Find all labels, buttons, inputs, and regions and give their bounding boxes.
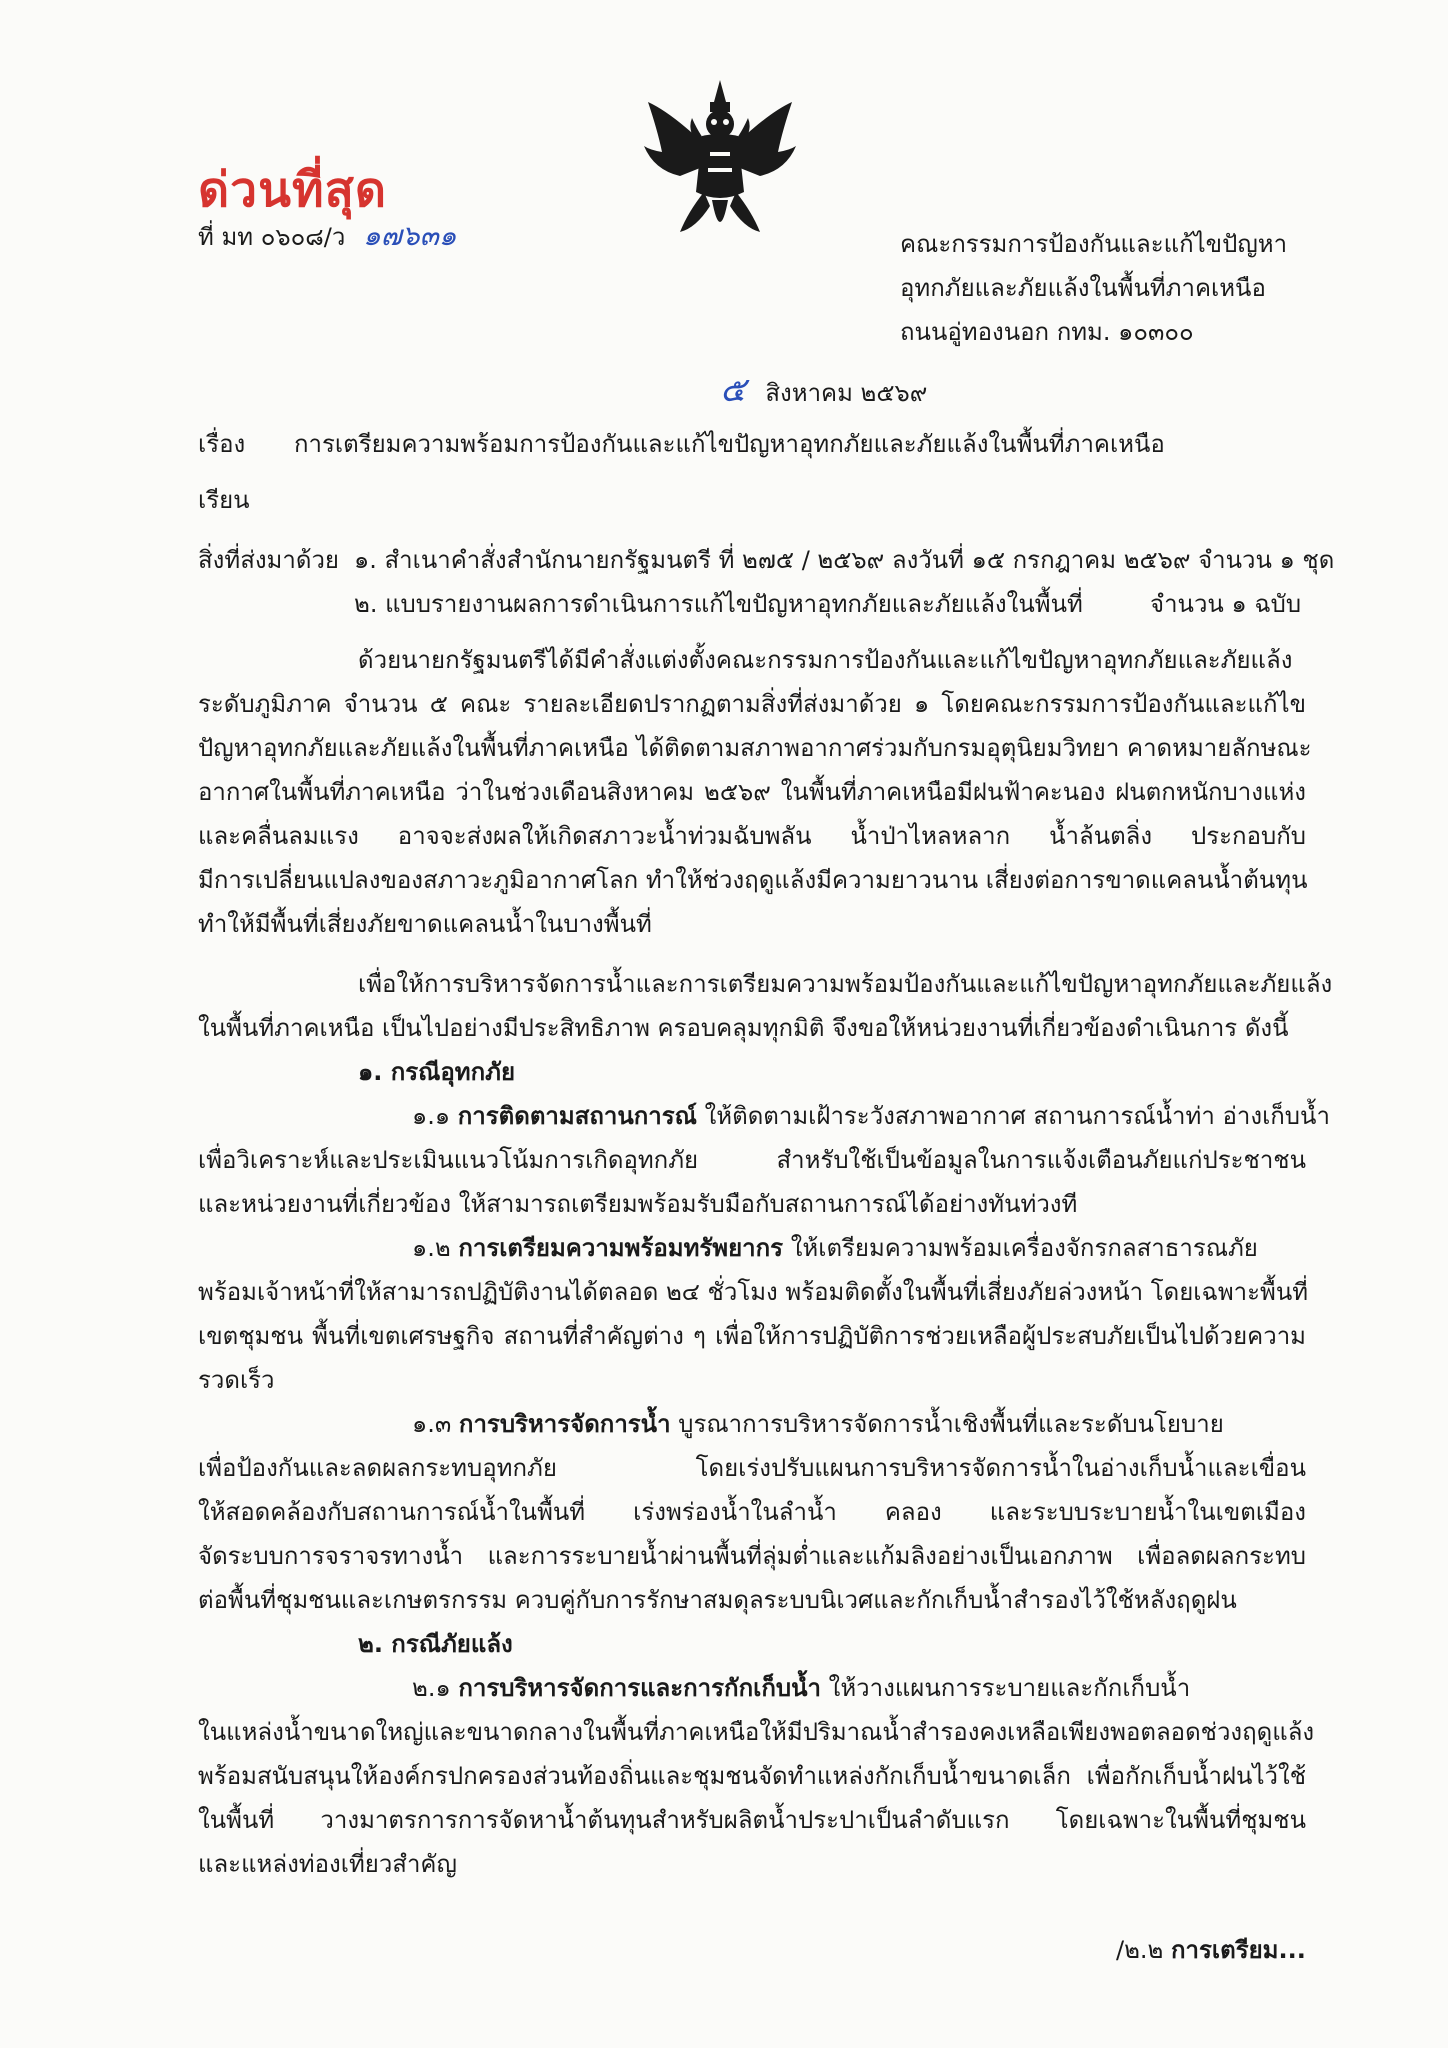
subsection-text: ให้เตรียมความพร้อมเครื่องจักรกลสาธารณภัย [790,1234,1258,1262]
paragraph-line: ต่อพื้นที่ชุมชนและเกษตรกรรม ควบคู่กับการรักษาสมดุลระบบนิเวศและกักเก็บน้ำสำรองไว้ใช้หลังฤดูฝน [198,1586,1237,1614]
sender-line: อุทกภัยและภัยแล้งในพื้นที่ภาคเหนือ [900,274,1266,302]
subsection-text: ให้ติดตามเฝ้าระวังสภาพอากาศ สถานการณ์น้ำท่า อ่างเก็บน้ำ [704,1102,1330,1130]
paragraph-line: ทำให้มีพื้นที่เสี่ยงภัยขาดแคลนน้ำในบางพื้นที่ [198,910,652,938]
enclosure-item-2-qty: จำนวน ๑ ฉบับ [1150,590,1302,618]
subsection-1-2 [198,1226,1309,1402]
section-heading-flood: ๑. กรณีอุทกภัย [358,1058,516,1086]
paragraph-line: ในแหล่งน้ำขนาดใหญ่และขนาดกลางในพื้นที่ภาคเหนือให้มีปริมาณน้ำสำรองคงเหลือเพียงพอตลอดช่วงฤดูแล้ง [198,1718,1315,1746]
paragraph-line: รวดเร็ว [198,1366,275,1394]
paragraph-line: เพื่อป้องกันและลดผลกระทบอุทกภัย โดยเร่งปรับแผนการบริหารจัดการน้ำในอ่างเก็บน้ำและเขื่อน [198,1454,1306,1482]
subject-row [198,422,1165,466]
paragraph-line: มีการเปลี่ยนแปลงของสภาวะภูมิอากาศโลก ทำให้ช่วงฤดูแล้งมีความยาวนาน เสี่ยงต่อการขาดแคลนน้ำต้นทุน [198,866,1308,894]
enclosure-item-2 [354,582,1083,626]
reference-prefix: ที่ มท ๐๖๐๘/ว [198,223,346,251]
subsection-first-line [198,1226,1306,1270]
subsection-title: การบริหารจัดการและการกักเก็บน้ำ [458,1674,821,1702]
paragraph-line: ระดับภูมิภาค จำนวน ๕ คณะ รายละเอียดปรากฏตามสิ่งที่ส่งมาด้วย ๑ โดยคณะกรรมการป้องกันและแก้ไข [198,690,1306,718]
reference-handwritten: ๑๗๖๓๑ [362,219,457,252]
subsection-1-1 [198,1094,1330,1226]
paragraph-line: และแหล่งท่องเที่ยวสำคัญ [198,1850,457,1878]
paragraph-line: ให้สอดคล้องกับสถานการณ์น้ำในพื้นที่ เร่งพร่องน้ำในลำน้ำ คลอง และระบบระบายน้ำในเขตเมือง [198,1498,1306,1526]
subsection-2-1 [198,1666,1315,1886]
subsection-number: ๒.๑ [412,1674,451,1702]
reference-number [198,214,456,259]
enclosures-label: สิ่งที่ส่งมาด้วย [198,546,339,574]
subsection-number: ๑.๒ [412,1234,451,1262]
body-paragraph-2 [198,962,1333,1050]
enclosure-text: ๑. สำเนาคำสั่งสำนักนายกรัฐมนตรี ที่ ๒๗๕ / ๒๕๖๙ ลงวันที่ ๑๕ กรกฎาคม ๒๕๖๙ จำนวน ๑ ชุด [354,546,1335,574]
subsection-number: ๑.๓ [412,1410,452,1438]
subsection-first-line [198,1402,1306,1446]
paragraph-line: และหน่วยงานที่เกี่ยวข้อง ให้สามารถเตรียมพร้อมรับมือกับสถานการณ์ได้อย่างทันท่วงที [198,1190,1078,1218]
subsection-text: ให้วางแผนการระบายและกักเก็บน้ำ [828,1674,1191,1702]
paragraph-line: จัดระบบการจราจรทางน้ำ และการระบายน้ำผ่านพื้นที่ลุ่มต่ำและแก้มลิงอย่างเป็นเอกภาพ เพื่อลดผลกระทบ [198,1542,1306,1570]
date-month-year: สิงหาคม ๒๕๖๙ [765,379,928,407]
paragraph-line: เพื่อวิเคราะห์และประเมินแนวโน้มการเกิดอุทกภัย สำหรับใช้เป็นข้อมูลในการแจ้งเตือนภัยแก่ประชาชน [198,1146,1306,1174]
paragraph-line: พร้อมสนับสนุนให้องค์กรปกครองส่วนท้องถิ่นและชุมชนจัดทำแหล่งกักเก็บน้ำขนาดเล็ก เพื่อกักเก็บน้ำฝนไว้ใช้ [198,1762,1306,1790]
subsection-1-3 [198,1402,1306,1622]
paragraph-line: อากาศในพื้นที่ภาคเหนือ ว่าในช่วงเดือนสิงหาคม ๒๕๖๙ ในพื้นที่ภาคเหนือมีฝนฟ้าคะนอง ฝนตกหนักบางแห่ง [198,778,1306,806]
subject-text: การเตรียมความพร้อมการป้องกันและแก้ไขปัญหาอุทกภัยและภัยแล้งในพื้นที่ภาคเหนือ [294,430,1165,458]
paragraph-line: ปัญหาอุทกภัยและภัยแล้งในพื้นที่ภาคเหนือ ได้ติดตามสภาพอากาศร่วมกับกรมอุตุนิยมวิทยา คาดหมายลักษณะ [198,734,1312,762]
salutation-label: เรียน [198,486,250,514]
subsection-title: การเตรียมความพร้อมทรัพยากร [458,1234,784,1262]
paragraph-line: ในพื้นที่ วางมาตรการการจัดหาน้ำต้นทุนสำหรับผลิตน้ำประปาเป็นลำดับแรก โดยเฉพาะในพื้นที่ชุมชน [198,1806,1306,1834]
enclosure-text: ๒. แบบรายงานผลการดำเนินการแก้ไขปัญหาอุทกภัยและภัยแล้งในพื้นที่ [354,590,1083,618]
subsection-first-line [198,1094,1330,1138]
continuation-prefix: /๒.๒ [1116,1936,1164,1964]
document-date [720,368,927,415]
section-heading-drought: ๒. กรณีภัยแล้ง [358,1630,513,1658]
paragraph-line: เพื่อให้การบริหารจัดการน้ำและการเตรียมความพร้อมป้องกันและแก้ไขปัญหาอุทกภัยและภัยแล้ง [358,970,1333,998]
subsection-number: ๑.๑ [412,1102,451,1130]
sender-address [900,222,1287,354]
garuda-emblem-icon [640,72,800,247]
subject-label: เรื่อง [198,430,246,458]
continuation-marker [1116,1928,1306,1972]
continuation-text: การเตรียม... [1171,1936,1306,1964]
paragraph-line: และคลื่นลมแรง อาจจะส่งผลให้เกิดสภาวะน้ำท่วมฉับพลัน น้ำป่าไหลหลาก น้ำล้นตลิ่ง ประกอบกับ [198,822,1306,850]
sender-line: คณะกรรมการป้องกันและแก้ไขปัญหา [900,230,1288,258]
subsection-title: การติดตามสถานการณ์ [457,1102,697,1130]
body-paragraph-1 [198,638,1312,946]
sender-line: ถนนอู่ทองนอก กทม. ๑๐๓๐๐ [900,318,1194,346]
paragraph-line: ด้วยนายกรัฐมนตรีได้มีคำสั่งแต่งตั้งคณะกรรมการป้องกันและแก้ไขปัญหาอุทกภัยและภัยแล้ง [358,646,1293,674]
paragraph-line: เขตชุมชน พื้นที่เขตเศรษฐกิจ สถานที่สำคัญต่าง ๆ เพื่อให้การปฏิบัติการช่วยเหลือผู้ประสบภัยเป็นไปด้วยความ [198,1322,1306,1350]
subsection-title: การบริหารจัดการน้ำ [458,1410,671,1438]
date-day-handwritten: ๕ [720,370,746,410]
paragraph-line: ในพื้นที่ภาคเหนือ เป็นไปอย่างมีประสิทธิภาพ ครอบคลุมทุกมิติ จึงขอให้หน่วยงานที่เกี่ยวข้องดำเนินการ ดังนี้ [198,1014,1289,1042]
subsection-text: บูรณาการบริหารจัดการน้ำเชิงพื้นที่และระดับนโยบาย [678,1410,1224,1438]
urgency-label: ด่วนที่สุด [198,162,388,218]
subsection-first-line [198,1666,1306,1710]
paragraph-line: พร้อมเจ้าหน้าที่ให้สามารถปฏิบัติงานได้ตลอด ๒๔ ชั่วโมง พร้อมติดตั้งในพื้นที่เสี่ยงภัยล่วงหน้า โดยเฉพาะพื้นที่ [198,1278,1309,1306]
enclosure-item-1 [354,538,1334,582]
